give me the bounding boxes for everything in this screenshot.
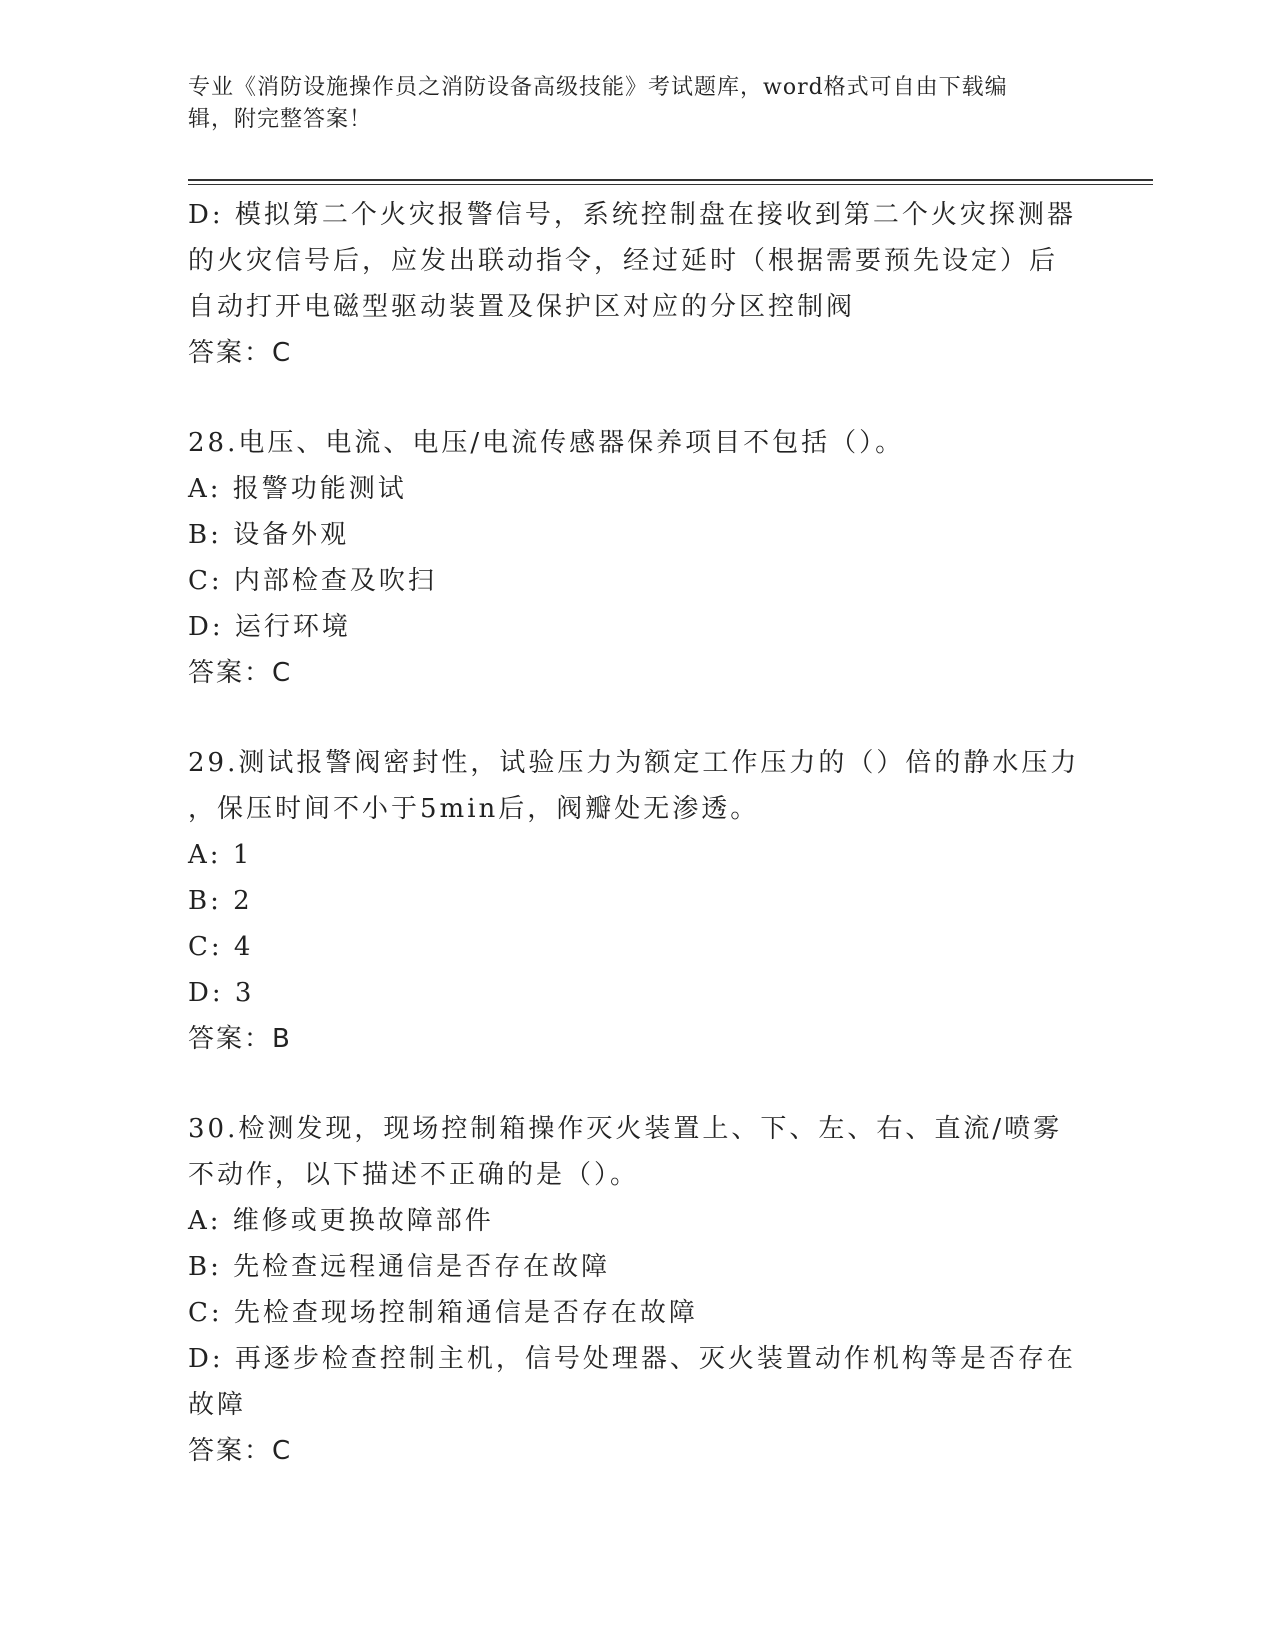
option-a: A: 1 [188, 840, 253, 870]
option-a: A: 报警功能测试 [188, 474, 407, 504]
option-d-line-1: D: 模拟第二个火灾报警信号，系统控制盘在接收到第二个火灾探测器 [188, 200, 1076, 230]
option-d: D: 运行环境 [188, 612, 351, 642]
option-d: D: 再逐步检查控制主机，信号处理器、灭火装置动作机构等是否存在 [188, 1344, 1076, 1374]
option-d-cont: 故障 [188, 1390, 247, 1420]
option-c: C: 4 [188, 932, 254, 962]
answer-line: 答案：B [188, 1024, 292, 1054]
question-28 [188, 420, 1088, 696]
option-b: B: 先检查远程通信是否存在故障 [188, 1252, 611, 1282]
question-30 [188, 1106, 1088, 1474]
option-d-line-2: 的火灾信号后，应发出联动指令，经过延时（根据需要预先设定）后 [188, 246, 1059, 276]
option-c: C: 内部检查及吹扫 [188, 566, 437, 596]
option-d: D: 3 [188, 978, 255, 1008]
question-stem: 30.检测发现，现场控制箱操作灭火装置上、下、左、右、直流/喷雾 [188, 1114, 1063, 1144]
header-line-2: 辑，附完整答案！ [188, 107, 373, 132]
option-b: B: 2 [188, 886, 253, 916]
page-header [188, 72, 1068, 136]
header-rule-thin [188, 184, 1153, 185]
header-rule-thick [188, 179, 1153, 181]
answer-line: 答案：C [188, 658, 293, 688]
header-line-1: 专业《消防设施操作员之消防设备高级技能》考试题库，word格式可自由下载编 [188, 75, 1008, 100]
question-stem: 29.测试报警阀密封性，试验压力为额定工作压力的（）倍的静水压力 [188, 748, 1080, 778]
answer-line: 答案：C [188, 1436, 293, 1466]
question-stem-cont: ，保压时间不小于5min后，阀瓣处无渗透。 [188, 794, 760, 824]
question-stem: 28.电压、电流、电压/电流传感器保养项目不包括（）。 [188, 428, 905, 458]
question-29 [188, 740, 1088, 1062]
question-stem-cont: 不动作，以下描述不正确的是（）。 [188, 1160, 640, 1190]
question-content [188, 192, 1088, 1474]
answer-line: 答案：C [188, 338, 293, 368]
option-d-line-3: 自动打开电磁型驱动装置及保护区对应的分区控制阀 [188, 292, 856, 322]
option-c: C: 先检查现场控制箱通信是否存在故障 [188, 1298, 698, 1328]
carry-over-block [188, 192, 1088, 376]
option-b: B: 设备外观 [188, 520, 350, 550]
option-a: A: 维修或更换故障部件 [188, 1206, 494, 1236]
